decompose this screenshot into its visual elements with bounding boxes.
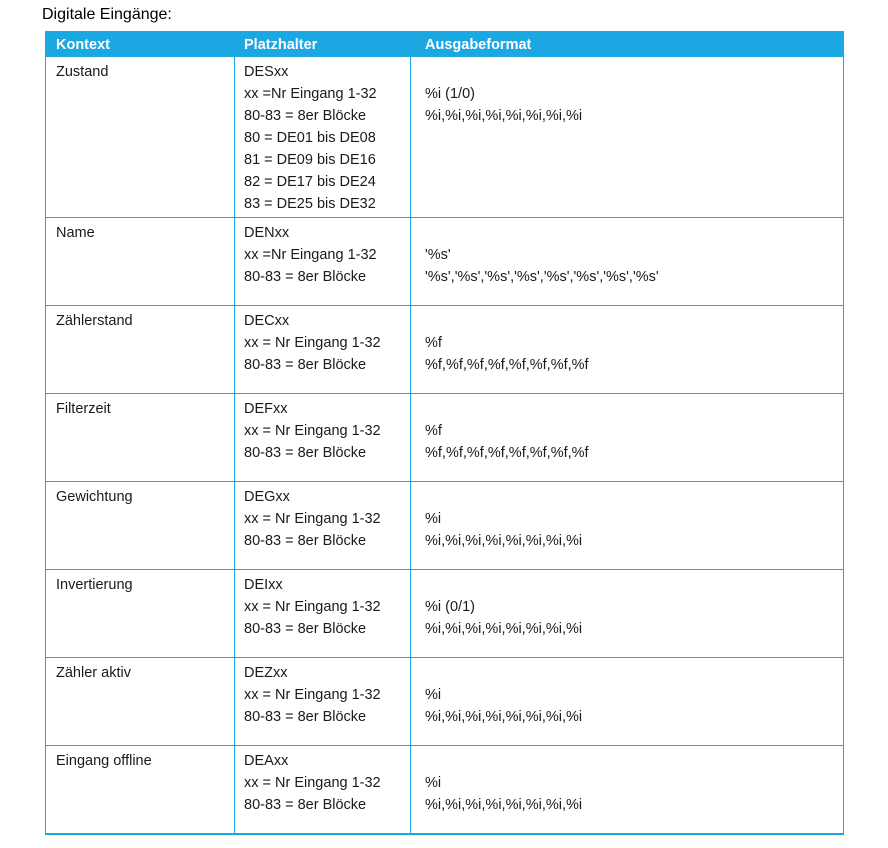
platzhalter-line: 80-83 = 8er Blöcke [244, 445, 367, 461]
platzhalter-line: DEIxx [244, 577, 283, 593]
platzhalter-line: xx = Nr Eingang 1-32 [244, 423, 381, 439]
ausgabeformat-line: %i,%i,%i,%i,%i,%i,%i,%i [425, 797, 583, 813]
platzhalter-cell [235, 306, 411, 393]
platzhalter-line: xx = Nr Eingang 1-32 [244, 687, 381, 703]
kontext-cell [46, 746, 235, 833]
ausgabeformat-line: %f,%f,%f,%f,%f,%f,%f,%f [425, 357, 589, 373]
ausgabeformat-line: %i [425, 775, 442, 791]
platzhalter-cell [235, 482, 411, 569]
ausgabeformat-offset [425, 662, 843, 684]
platzhalter-line: 80-83 = 8er Blöcke [244, 357, 367, 373]
ausgabeformat-offset [425, 398, 843, 420]
platzhalter-line: DEFxx [244, 401, 288, 417]
kontext-label: Filterzeit [56, 401, 111, 417]
ausgabeformat-offset [425, 222, 843, 244]
platzhalter-line: DEGxx [244, 489, 290, 505]
ausgabeformat-line: %i (0/1) [425, 599, 475, 615]
platzhalter-line: DESxx [244, 64, 289, 80]
ausgabeformat-line: %f,%f,%f,%f,%f,%f,%f,%f [425, 445, 589, 461]
ausgabeformat-cell [411, 57, 843, 217]
kontext-cell [46, 394, 235, 481]
ausgabeformat-line: '%s' [425, 247, 451, 263]
header-cell-kontext: Kontext [56, 36, 110, 53]
ausgabeformat-line: %i,%i,%i,%i,%i,%i,%i,%i [425, 533, 583, 549]
platzhalter-cell [235, 658, 411, 745]
ausgabeformat-line: %f [425, 423, 442, 439]
digital-inputs-table [45, 31, 844, 835]
table-row [46, 393, 843, 481]
platzhalter-cell [235, 570, 411, 657]
platzhalter-line: 80 = DE01 bis DE08 [244, 130, 376, 146]
ausgabeformat-line: '%s','%s','%s','%s','%s','%s','%s','%s' [425, 269, 659, 285]
platzhalter-cell [235, 57, 411, 217]
table-row [46, 745, 843, 833]
kontext-cell [46, 306, 235, 393]
kontext-label: Zählerstand [56, 313, 133, 329]
kontext-cell [46, 482, 235, 569]
kontext-label: Invertierung [56, 577, 133, 593]
ausgabeformat-offset [425, 750, 843, 772]
platzhalter-line: xx = Nr Eingang 1-32 [244, 775, 381, 791]
ausgabeformat-cell [411, 570, 843, 657]
ausgabeformat-offset [425, 574, 843, 596]
ausgabeformat-cell [411, 306, 843, 393]
kontext-cell [46, 570, 235, 657]
page-title: Digitale Eingänge: [42, 6, 172, 23]
platzhalter-line: 80-83 = 8er Blöcke [244, 269, 367, 285]
platzhalter-line: 82 = DE17 bis DE24 [244, 174, 376, 190]
ausgabeformat-line: %i (1/0) [425, 86, 475, 102]
ausgabeformat-cell [411, 658, 843, 745]
kontext-cell [46, 658, 235, 745]
platzhalter-line: 80-83 = 8er Blöcke [244, 797, 367, 813]
ausgabeformat-line: %i,%i,%i,%i,%i,%i,%i,%i [425, 621, 583, 637]
platzhalter-line: 81 = DE09 bis DE16 [244, 152, 376, 168]
ausgabeformat-cell [411, 746, 843, 833]
platzhalter-line: DEAxx [244, 753, 289, 769]
ausgabeformat-line: %i,%i,%i,%i,%i,%i,%i,%i [425, 108, 583, 124]
ausgabeformat-cell [411, 218, 843, 305]
header-cell-ausgabeformat: Ausgabeformat [425, 36, 532, 53]
platzhalter-line: xx = Nr Eingang 1-32 [244, 511, 381, 527]
table-body [46, 57, 843, 833]
ausgabeformat-line: %f [425, 335, 442, 351]
platzhalter-line: 83 = DE25 bis DE32 [244, 196, 376, 212]
platzhalter-line: 80-83 = 8er Blöcke [244, 621, 367, 637]
kontext-label: Zustand [56, 64, 109, 80]
table-row [46, 569, 843, 657]
ausgabeformat-line: %i [425, 511, 442, 527]
table-header-row [46, 32, 843, 57]
platzhalter-line: xx = Nr Eingang 1-32 [244, 599, 381, 615]
platzhalter-line: 80-83 = 8er Blöcke [244, 108, 367, 124]
table-row [46, 481, 843, 569]
table-row [46, 217, 843, 305]
platzhalter-cell [235, 746, 411, 833]
platzhalter-line: DECxx [244, 313, 290, 329]
ausgabeformat-offset [425, 61, 843, 83]
kontext-label: Zähler aktiv [56, 665, 131, 681]
platzhalter-line: DENxx [244, 225, 290, 241]
platzhalter-line: DEZxx [244, 665, 288, 681]
ausgabeformat-line: %i [425, 687, 442, 703]
platzhalter-cell [235, 394, 411, 481]
ausgabeformat-offset [425, 310, 843, 332]
kontext-label: Gewichtung [56, 489, 133, 505]
platzhalter-line: xx =Nr Eingang 1-32 [244, 86, 377, 102]
ausgabeformat-cell [411, 394, 843, 481]
kontext-cell [46, 218, 235, 305]
table-row [46, 305, 843, 393]
platzhalter-cell [235, 218, 411, 305]
kontext-cell [46, 57, 235, 217]
header-cell-platzhalter: Platzhalter [244, 36, 318, 53]
kontext-label: Name [56, 225, 95, 241]
kontext-label: Eingang offline [56, 753, 152, 769]
ausgabeformat-cell [411, 482, 843, 569]
ausgabeformat-line: %i,%i,%i,%i,%i,%i,%i,%i [425, 709, 583, 725]
platzhalter-line: xx =Nr Eingang 1-32 [244, 247, 377, 263]
platzhalter-line: 80-83 = 8er Blöcke [244, 533, 367, 549]
table-row [46, 657, 843, 745]
ausgabeformat-offset [425, 486, 843, 508]
platzhalter-line: xx = Nr Eingang 1-32 [244, 335, 381, 351]
platzhalter-line: 80-83 = 8er Blöcke [244, 709, 367, 725]
table-row [46, 57, 843, 217]
